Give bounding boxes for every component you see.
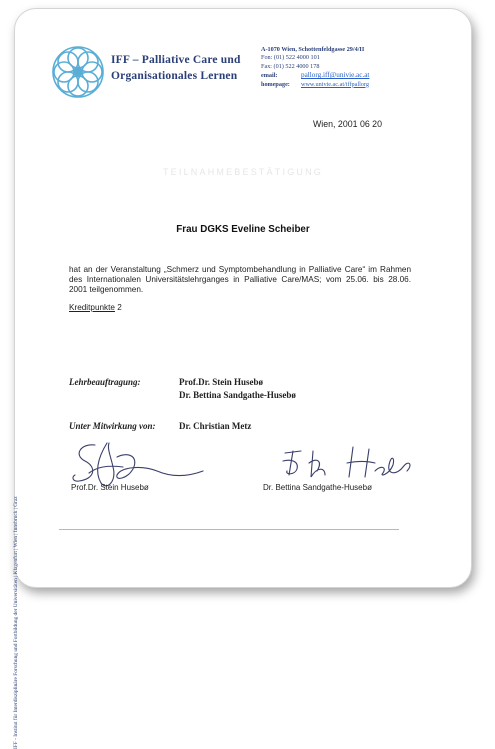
credits-value: 2 [117, 303, 122, 312]
lecturers-names [179, 376, 296, 401]
contributor-1: Dr. Christian Metz [179, 421, 252, 431]
document-title: TEILNAHMEBESTÄTIGUNG [162, 167, 323, 177]
org-line-2: Organisationales Lernen [111, 70, 238, 82]
phone: Fon: (01) 522 4000 101 [261, 54, 320, 62]
email-row [261, 71, 369, 80]
lecturer-1: Prof.Dr. Stein Husebø [179, 377, 264, 387]
homepage-link[interactable]: www.univie.ac.at/iffpallorg [301, 80, 369, 88]
certificate-page [13, 8, 472, 749]
org-line-1: IFF – Palliative Care und [111, 54, 241, 66]
document-date: Wien, 2001 06 20 [313, 119, 382, 129]
credits [69, 303, 122, 312]
contributors-label: Unter Mitwirkung von: [69, 421, 156, 431]
homepage-row [261, 81, 369, 89]
homepage-label: homepage: [261, 80, 290, 88]
contact-block [261, 46, 369, 89]
signature-left-name: Prof.Dr. Stein Husebø [71, 483, 149, 492]
recipient-name: Frau DGKS Eveline Scheiber [176, 224, 310, 235]
lecturers-label: Lehrbeauftragung: [69, 377, 141, 387]
signature-right-name: Dr. Bettina Sandgathe-Husebø [263, 483, 372, 492]
email-label: email: [261, 72, 278, 80]
contributors-names [179, 420, 251, 433]
iff-logo-icon [50, 44, 106, 100]
signature-sandgathe-icon [277, 441, 417, 485]
credits-label: Kreditpunkte [69, 303, 115, 312]
lecturer-2: Dr. Bettina Sandgathe-Husebø [179, 389, 296, 400]
fax: Fax: (01) 522 4000 178 [261, 62, 320, 70]
email-link[interactable]: pallorg.iff@univie.ac.at [301, 71, 370, 80]
footer-divider [59, 529, 399, 530]
body-text: hat an der Veranstaltung „Schmerz und Symptombehandlung in Palliative Care“ im Rahmen des Internationalen Universitätslehrganges in Palliative Care/MAS; vom 25.06. bis 28.06. 2001 teilgenommen. [69, 265, 411, 295]
address: A-1070 Wien, Schottenfeldgasse 29/4/II [261, 46, 365, 53]
institute-sidebar: IFF - Institut für Interdisziplinäre Forschung und Fortbildung der Universitäten | Klagenfurt | Wien | Innsbruck | Graz [13, 496, 19, 749]
organisation-name [111, 52, 241, 84]
